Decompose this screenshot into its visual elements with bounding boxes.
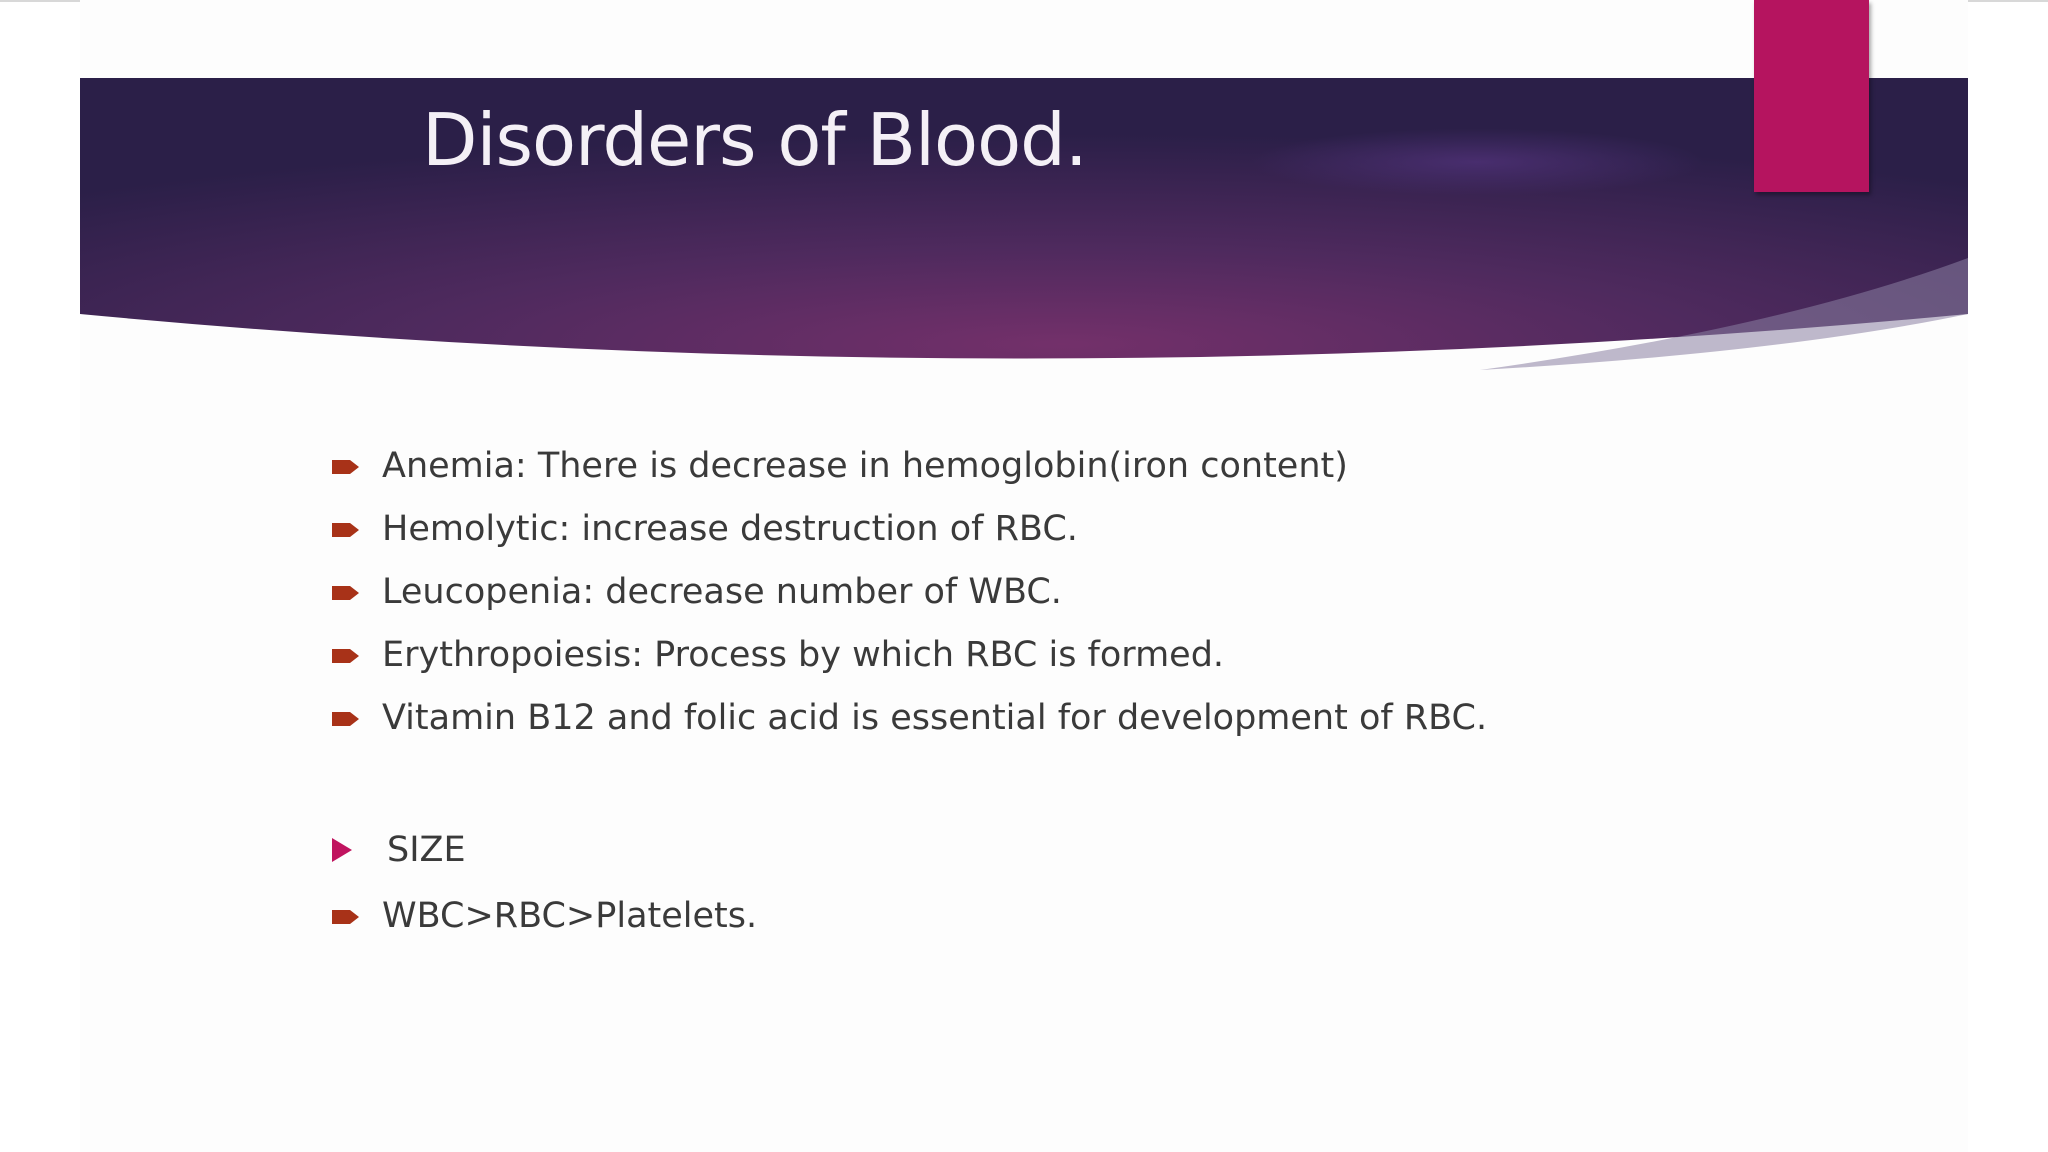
bullet-text: Vitamin B12 and folic acid is essential for development of RBC. (382, 698, 1488, 738)
bullet-text: Erythropoiesis: Process by which RBC is formed. (382, 635, 1225, 675)
triangle-bullet-icon (330, 836, 354, 864)
arrow-bullet-icon (330, 908, 360, 926)
arrow-bullet-icon (330, 521, 360, 539)
bullet-text: WBC>RBC>Platelets. (382, 896, 758, 936)
bullet-text: SIZE (387, 830, 466, 870)
bullet-text: Anemia: There is decrease in hemoglobin(iron content) (382, 446, 1348, 486)
arrow-bullet-icon (330, 647, 360, 665)
arrow-bullet-icon (330, 710, 360, 728)
bullet-text: Leucopenia: decrease number of WBC. (382, 572, 1062, 612)
arrow-bullet-icon (330, 458, 360, 476)
accent-tab (1754, 0, 1869, 192)
slide-title: Disorders of Blood. (422, 98, 1087, 182)
bullet-text: Hemolytic: increase destruction of RBC. (382, 509, 1078, 549)
arrow-bullet-icon (330, 584, 360, 602)
